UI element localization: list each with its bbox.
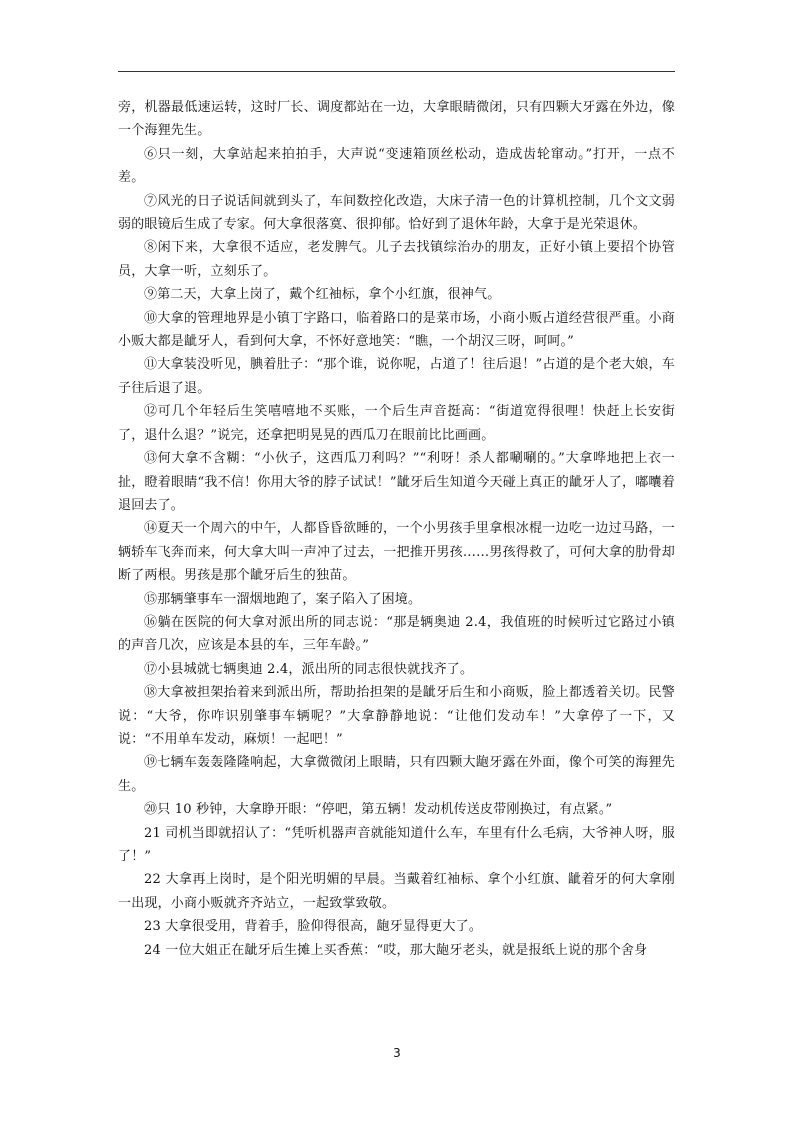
paragraph: 21 司机当即就招认了：“凭听机器声音就能知道什么车，车里有什么毛病，大爷神人呀，服了！” (118, 825, 675, 864)
paragraph: ⑯躺在医院的何大拿对派出所的同志说：“那是辆奥迪 2.4，我值班的时候听过它路过小镇的声音几次，应该是本县的车，三年车龄。” (118, 614, 675, 654)
paragraph: ⑭夏天一个周六的中午，人都昏昏欲睡的，一个小男孩手里拿根冰棍一边吃一边过马路，一辆轿车飞奔而来，何大拿大叫一声冲了过去，一把推开男孩……男孩得救了，可何大拿的肋骨却断了两根。男孩是那个龇牙后生的独苗。 (118, 521, 675, 584)
paragraph: ⑦风光的日子说话间就到头了，车间数控化改造，大床子清一色的计算机控制，几个文文弱弱的眼镜后生成了专家。何大拿很落寞、很抑郁。恰好到了退休年龄，大拿于是光荣退休。 (118, 193, 675, 233)
paragraph: ⑮那辆肇事车一溜烟地跑了，案子陷入了困境。 (144, 591, 422, 607)
paragraph: ⑬何大拿不含糊：“小伙子，这西瓜刀利吗？”“利呀！杀人都唰唰的。”大拿哗地把上衣一扯，瞪着眼睛“我不信！你用大爷的脖子试试！”龇牙后生知道今天碰上真正的龇牙人了，嘟囔着退回去了。 (118, 451, 675, 513)
document-body (118, 96, 675, 962)
paragraph: ⑥只一刻，大拿站起来拍拍手，大声说“变速箱顶丝松动，造成齿轮窜动。”打开，一点不差。 (118, 146, 675, 186)
paragraph: ⑳只 10 秒钟，大拿睁开眼：“停吧，第五辆！发动机传送皮带刚换过，有点紧。” (144, 802, 613, 818)
paragraph: ⑨第二天，大拿上岗了，戴个红袖标，拿个小红旗，很神气。 (144, 287, 501, 303)
paragraph: ⑩大拿的管理地界是小镇丁字路口，临着路口的是菜市场，小商小贩占道经营很严重。小商小贩大都是龇牙人，看到何大拿，不怀好意地笑：“瞧，一个胡汉三呀，呵呵。” (118, 310, 675, 350)
paragraph: ⑰小县城就七辆奥迪 2.4，派出所的同志很快就找齐了。 (144, 661, 474, 677)
paragraph: ⑫可几个年轻后生笑嘻嘻地不买账，一个后生声音挺高：“街道宽得很哩！快赶上长安街了，退什么退？”说完，还拿把明晃晃的西瓜刀在眼前比比画画。 (118, 404, 675, 443)
header-rule (118, 71, 675, 72)
paragraph: 24 一位大姐正在龇牙后生摊上买香蕉：“哎，那大龅牙老头，就是报纸上说的那个舍身 (144, 942, 648, 958)
paragraph: 22 大拿再上岗时，是个阳光明媚的早晨。当戴着红袖标、拿个小红旗、龇着牙的何大拿刚一出现，小商小贩就齐齐站立，一起致掌致敬。 (118, 872, 675, 911)
paragraph: ⑪大拿装没听见，腆着肚子：“那个谁，说你呢，占道了！往后退！”占道的是个老大娘，车子往后退了退。 (118, 357, 675, 396)
paragraph: ⑱大拿被担架抬着来到派出所，帮助抬担架的是龇牙后生和小商贩，脸上都透着关切。民警说：“大爷，你咋识别肇事车辆呢？”大拿静静地说：“让他们发动车！”大拿停了一下，又说：“不用单车发动，麻烦！一起吧！” (118, 685, 675, 747)
paragraph: 23 大拿很受用，背着手，脸仰得很高，龅牙显得更大了。 (144, 919, 483, 935)
paragraph: ⑲七辆车轰轰隆隆响起，大拿微微闭上眼睛，只有四颗大龅牙露在外面，像个可笑的海狸先生。 (118, 755, 675, 794)
page-number: 3 (393, 1046, 401, 1060)
paragraph: 旁，机器最低速运转，这时厂长、调度都站在一边，大拿眼睛微闭，只有四颗大牙露在外边，像一个海狸先生。 (118, 100, 675, 139)
paragraph: ⑧闲下来，大拿很不适应，老发脾气。儿子去找镇综治办的朋友，正好小镇上要招个协管员，大拿一听，立刻乐了。 (118, 240, 675, 279)
